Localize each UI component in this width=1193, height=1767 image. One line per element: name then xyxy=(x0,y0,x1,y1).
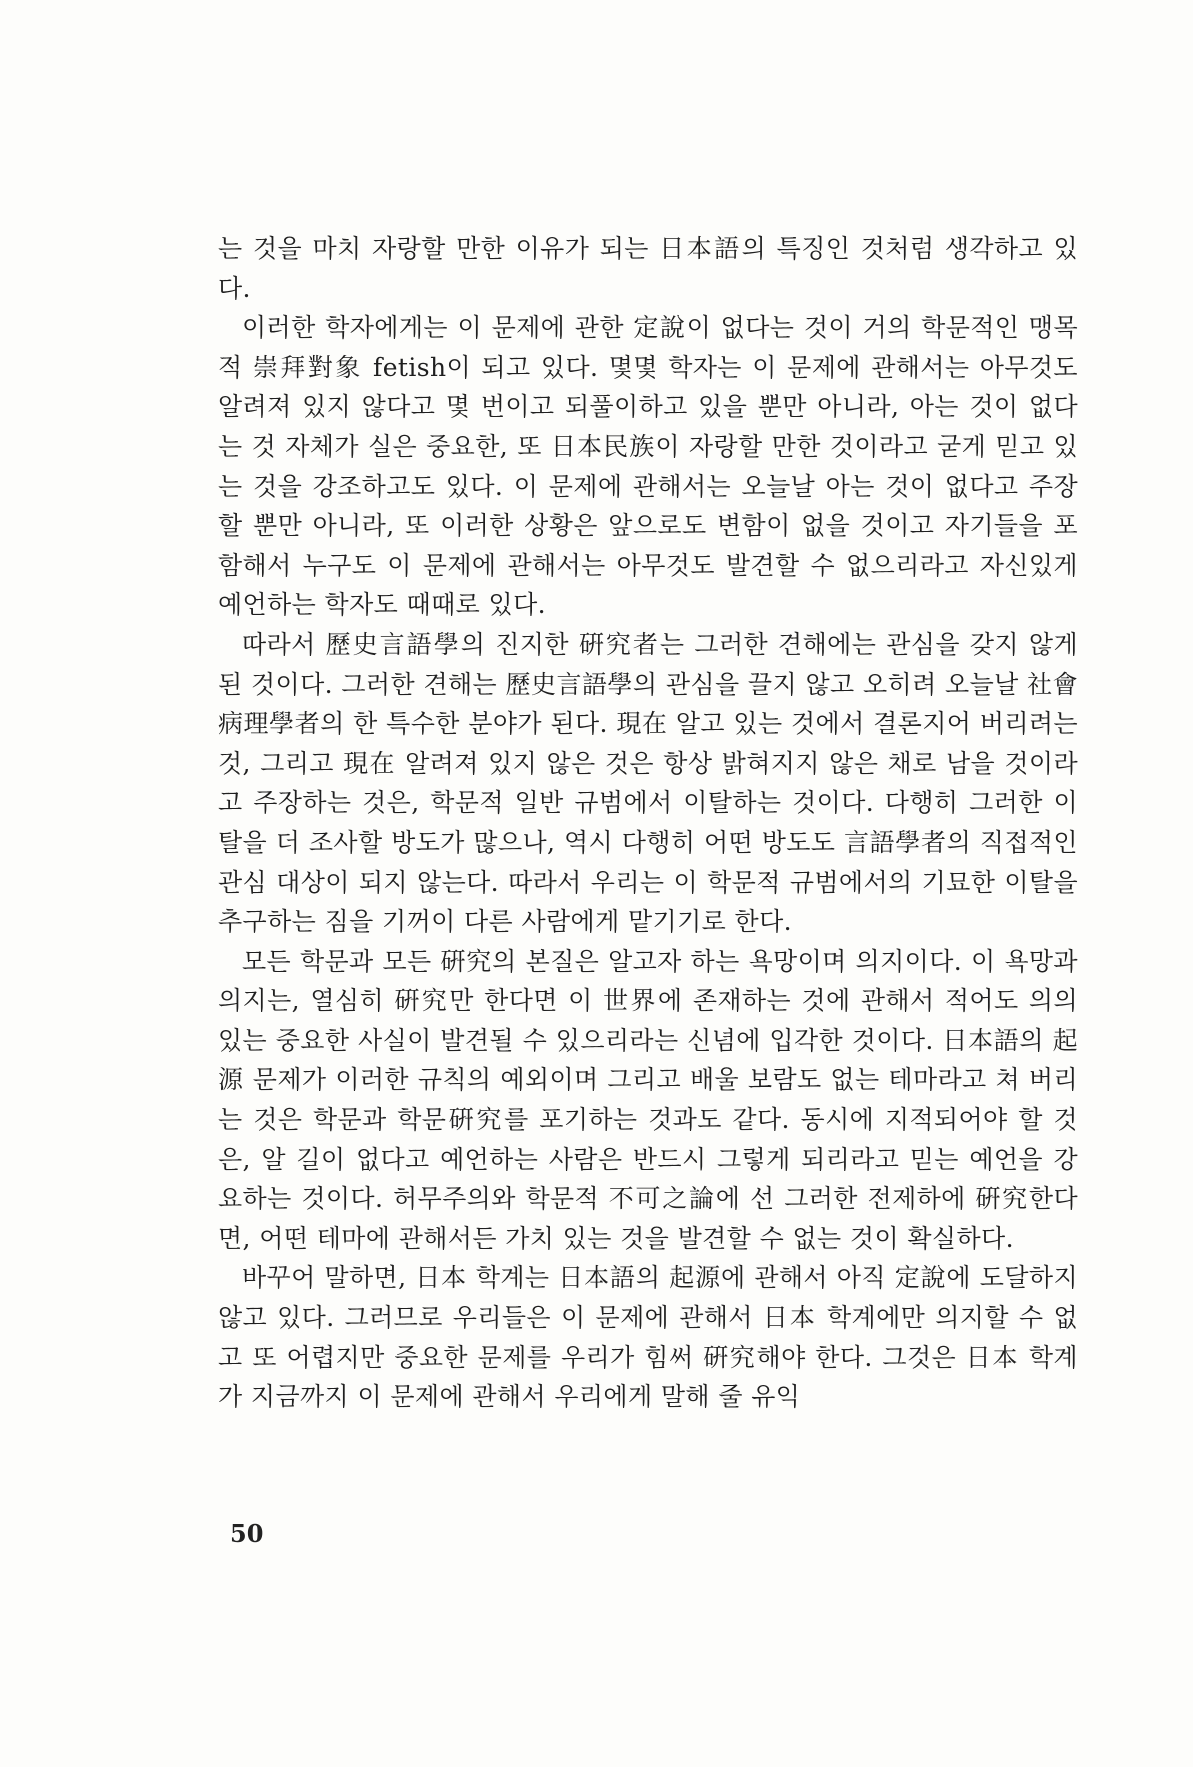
paragraph-3: 따라서 歷史言語學의 진지한 硏究者는 그러한 견해에는 관심을 갖지 않게 된 것이다. 그러한 견해는 歷史言語學의 관심을 끌지 않고 오히려 오늘날 社會病理學者의 한 특수한 분야가 된다. 現在 알고 있는 것에서 결론지어 버리려는 것, 그리고 現在 알려져 있지 않은 것은 항상 밝혀지지 않은 채로 남을 것이라고 주장하는 것은, 학문적 일반 규범에서 이탈하는 것이다. 다행히 그러한 이탈을 더 조사할 방도가 많으나, 역시 다행히 어떤 방도도 言語學者의 직접적인 관심 대상이 되지 않는다. 따라서 우리는 이 학문적 규범에서의 기묘한 이탈을 추구하는 짐을 기꺼이 다른 사람에게 맡기기로 한다. xyxy=(218,629,1078,937)
paragraph-4: 모든 학문과 모든 硏究의 본질은 알고자 하는 욕망이며 의지이다. 이 욕망과 의지는, 열심히 硏究만 한다면 이 世界에 존재하는 것에 관해서 적어도 의의 있는 중요한 사실이 발견될 수 있으리라는 신념에 입각한 것이다. 日本語의 起源 문제가 이러한 규칙의 예외이며 그리고 배울 보람도 없는 테마라고 쳐 버리는 것은 학문과 학문硏究를 포기하는 것과도 같다. 동시에 지적되어야 할 것은, 알 길이 없다고 예언하는 사람은 반드시 그렇게 되리라고 믿는 예언을 강요하는 것이다. 허무주의와 학문적 不可之論에 선 그러한 전제하에 硏究한다면, 어떤 테마에 관해서든 가치 있는 것을 발견할 수 없는 것이 확실하다. xyxy=(218,946,1078,1253)
paragraph-1: 는 것을 마치 자랑할 만한 이유가 되는 日本語의 특징인 것처럼 생각하고 있다. xyxy=(218,234,1078,303)
page-number: 50 xyxy=(230,1519,264,1548)
paragraph-5: 바꾸어 말하면, 日本 학계는 日本語의 起源에 관해서 아직 定說에 도달하지 않고 있다. 그러므로 우리들은 이 문제에 관해서 日本 학계에만 의지할 수 없고 또 어렵지만 중요한 문제를 우리가 힘써 硏究해야 한다. 그것은 日本 학계가 지금까지 이 문제에 관해서 우리에게 말해 줄 유익 xyxy=(218,1263,1078,1412)
body-text xyxy=(218,229,1078,1417)
paragraph-2: 이러한 학자에게는 이 문제에 관한 定說이 없다는 것이 거의 학문적인 맹목적 崇拜對象 fetish이 되고 있다. 몇몇 학자는 이 문제에 관해서는 아무것도 알려져 있지 않다고 몇 번이고 되풀이하고 있을 뿐만 아니라, 아는 것이 없다는 것 자체가 실은 중요한, 또 日本民族이 자랑할 만한 것이라고 굳게 믿고 있는 것을 강조하고도 있다. 이 문제에 관해서는 오늘날 아는 것이 없다고 주장할 뿐만 아니라, 또 이러한 상황은 앞으로도 변함이 없을 것이고 자기들을 포함해서 누구도 이 문제에 관해서는 아무것도 발견할 수 없으리라고 자신있게 예언하는 학자도 때때로 있다. xyxy=(218,313,1078,620)
